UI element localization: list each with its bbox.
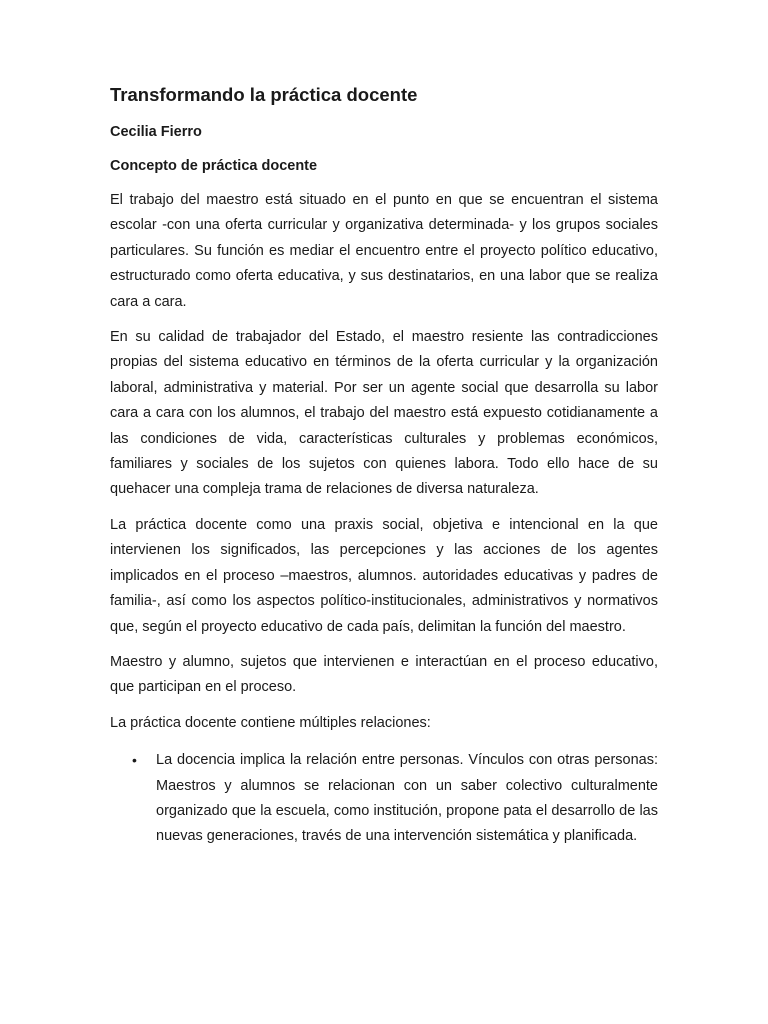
- paragraph-2: En su calidad de trabajador del Estado, el maestro resiente las contradicciones propias del sistema educativo en términos de la oferta curricular y la organización laboral, administrativa y material. Por ser un agente social que desarrolla su labor cara a cara con los alumnos, el trabajo del maestro está expuesto cotidianamente a las condiciones de vida, características culturales y problemas económicos, familiares y sociales de los sujetos con quienes labora. Todo ello hace de su quehacer una compleja trama de relaciones de diversa naturaleza.: [110, 329, 658, 498]
- paragraph-3: La práctica docente como una praxis social, objetiva e intencional en la que intervienen los significados, las percepciones y las acciones de los agentes implicados en el proceso –maestros, alumnos. autoridades educativas y padres de familia-, así como los aspectos político-institucionales, administrativos y normativos que, según el proyecto educativo de cada país, delimitan la función del maestro.: [110, 516, 658, 635]
- paragraph-1: El trabajo del maestro está situado en el punto en que se encuentran el sistema escolar -con una oferta curricular y organizativa determinada- y los grupos sociales particulares. Su función es mediar el encuentro entre el proyecto político educativo, estructurado como oferta educativa, y sus destinatarios, en una labor que se realiza cara a cara.: [110, 192, 658, 310]
- bullet-list: [110, 748, 658, 850]
- paragraph-5: La práctica docente contiene múltiples relaciones:: [110, 714, 431, 731]
- bullet-text: La docencia implica la relación entre personas. Vínculos con otras personas: Maestros y alumnos se relacionan con un saber colectivo culturalmente organizado que la escuela, como institución, propone pata el desarrollo de las nuevas generaciones, través de una intervención sistemática y planificada.: [156, 752, 658, 845]
- section-heading: Concepto de práctica docente: [110, 158, 318, 174]
- bullet-item: [132, 748, 658, 850]
- bullet-icon: •: [132, 752, 137, 769]
- paragraph-4: Maestro y alumno, sujetos que intervienen e interactúan en el proceso educativo, que participan en el proceso.: [110, 653, 658, 696]
- document-author: Cecilia Fierro: [110, 124, 202, 140]
- document-title: Transformando la práctica docente: [110, 84, 418, 105]
